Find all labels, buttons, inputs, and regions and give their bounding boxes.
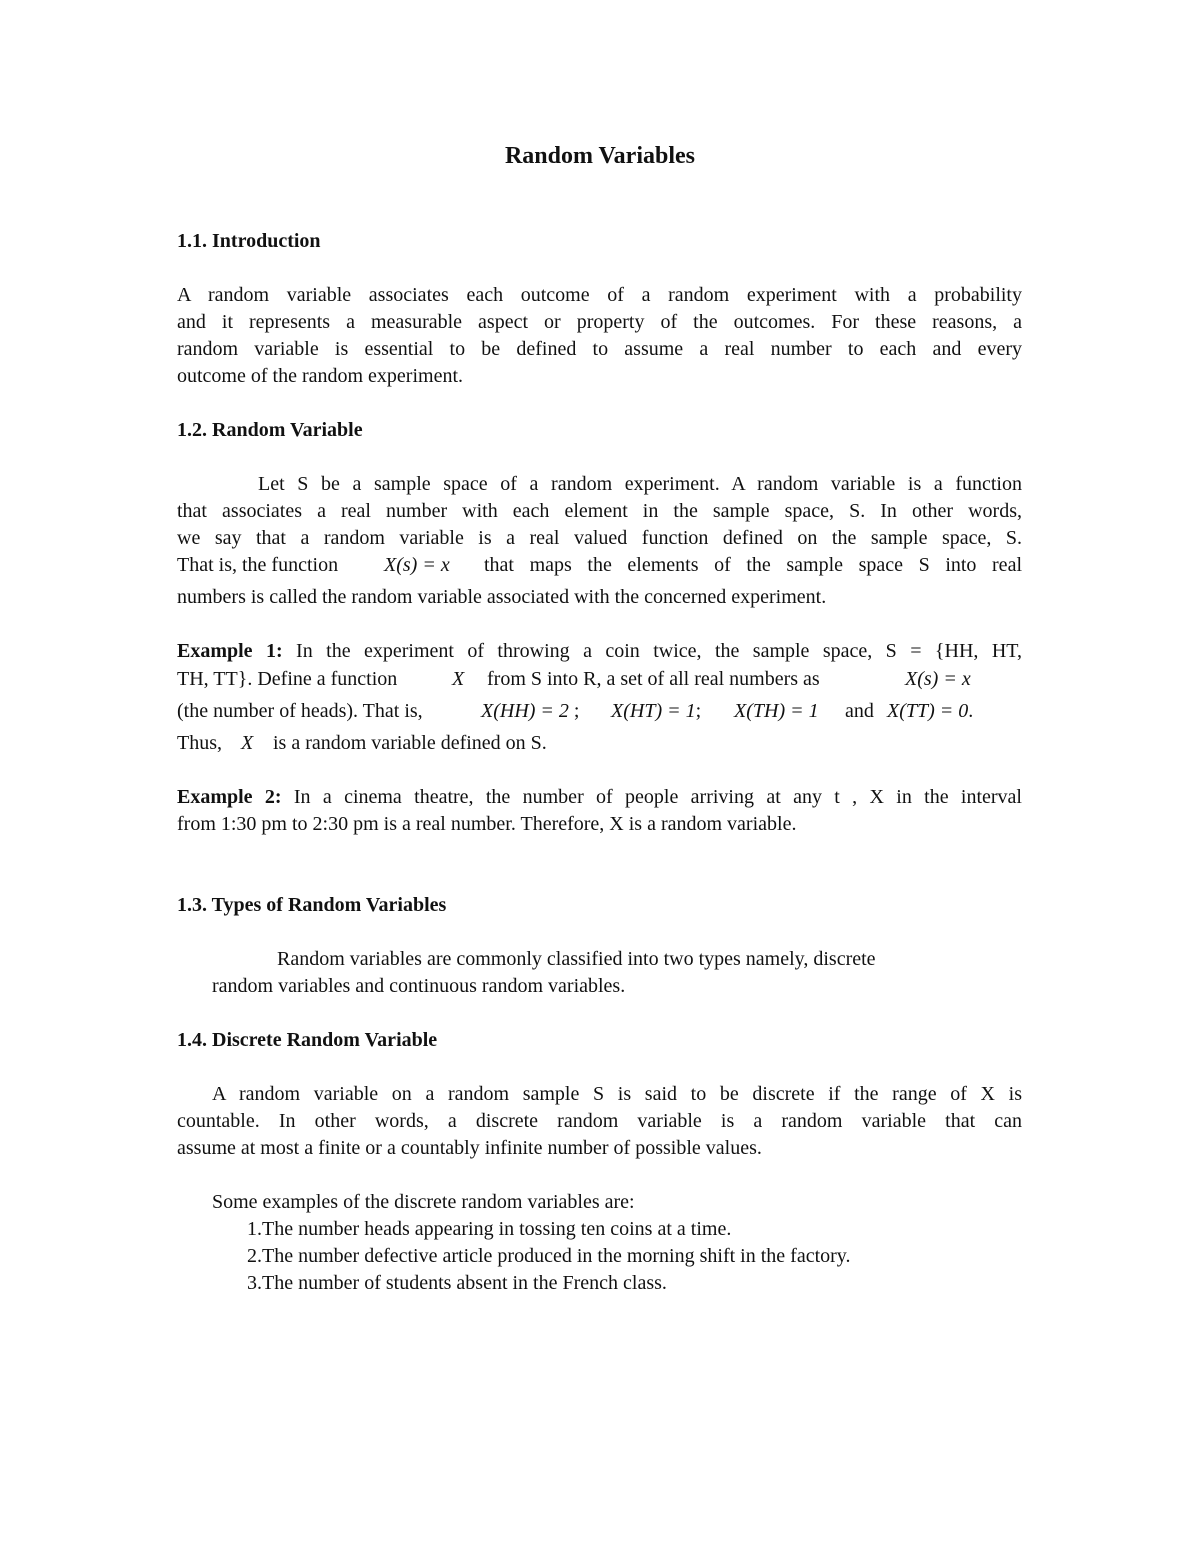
definition-line-4-end: that maps the elements of the sample space S into real	[484, 554, 1022, 576]
discrete-line-2: countable. In other words, a discrete random variable is a random variable that can	[177, 1110, 1022, 1132]
discrete-line-1: A random variable on a random sample S is said to be discrete if the range of X is	[212, 1083, 1022, 1105]
example-1-line-2-mid: from S into R, a set of all real numbers as	[487, 668, 820, 690]
example-1-formula: X(s) = x	[905, 668, 971, 690]
section-heading-discrete: 1.4. Discrete Random Variable	[177, 1029, 438, 1051]
definition-line-2: that associates a real number with each element in the sample space, S. In other words,	[177, 500, 1022, 522]
section-heading-random-variable: 1.2. Random Variable	[177, 419, 363, 441]
list-item: 2.The number defective article produced in the morning shift in the factory.	[247, 1245, 851, 1267]
page-title: Random Variables	[504, 143, 696, 169]
intro-line-3: random variable is essential to be defined to assume a real number to each and every	[177, 338, 1022, 360]
example-1-line-3-start: (the number of heads). That is,	[177, 700, 423, 722]
list-item: 3.The number of students absent in the French class.	[247, 1272, 667, 1294]
definition-line-4-start: That is, the function	[177, 554, 339, 576]
definition-line-5: numbers is called the random variable associated with the concerned experiment.	[177, 586, 827, 608]
formula-th: X(TH) = 1	[734, 700, 819, 722]
example-1-line-4-variable: X	[241, 732, 254, 754]
intro-line-4: outcome of the random experiment.	[177, 365, 464, 387]
section-heading-introduction: 1.1. Introduction	[177, 230, 321, 252]
formula-tt: X(TT) = 0.	[887, 700, 974, 722]
definition-line-1: Let S be a sample space of a random experiment. A random variable is a function	[258, 473, 1022, 495]
examples-intro: Some examples of the discrete random variables are:	[212, 1191, 635, 1213]
types-line-2: random variables and continuous random variables.	[212, 975, 626, 997]
example-2-label: Example 2:	[177, 786, 282, 808]
example-2-line-2: from 1:30 pm to 2:30 pm is a real number. Therefore, X is a random variable.	[177, 813, 797, 835]
formula-ht: X(HT) = 1;	[611, 700, 702, 722]
example-1-label: Example 1:	[177, 640, 283, 662]
intro-line-2: and it represents a measurable aspect or property of the outcomes. For these reasons, a	[177, 311, 1022, 333]
types-line-1: Random variables are commonly classified into two types namely, discrete	[277, 948, 876, 970]
and-word: and	[845, 700, 874, 722]
discrete-line-3: assume at most a finite or a countably infinite number of possible values.	[177, 1137, 762, 1159]
example-2-line-1: Example 2: In a cinema theatre, the number of people arriving at any t , X in the interval	[177, 786, 1022, 808]
list-item: 1.The number heads appearing in tossing ten coins at a time.	[247, 1218, 732, 1240]
example-1-line-2-start: TH, TT}. Define a function	[177, 668, 398, 690]
formula-hh: X(HH) = 2 ;	[481, 700, 580, 722]
example-1-line-1: Example 1: In the experiment of throwing a coin twice, the sample space, S = {HH, HT,	[177, 640, 1022, 662]
definition-line-3: we say that a random variable is a real valued function defined on the sample space, S.	[177, 527, 1022, 549]
definition-formula: X(s) = x	[384, 554, 450, 576]
intro-line-1: A random variable associates each outcome of a random experiment with a probability	[177, 284, 1022, 306]
example-1-line-4-start: Thus,	[177, 732, 222, 754]
example-1-line-4-end: is a random variable defined on S.	[273, 732, 547, 754]
section-heading-types: 1.3. Types of Random Variables	[177, 894, 447, 916]
example-1-variable: X	[452, 668, 465, 690]
